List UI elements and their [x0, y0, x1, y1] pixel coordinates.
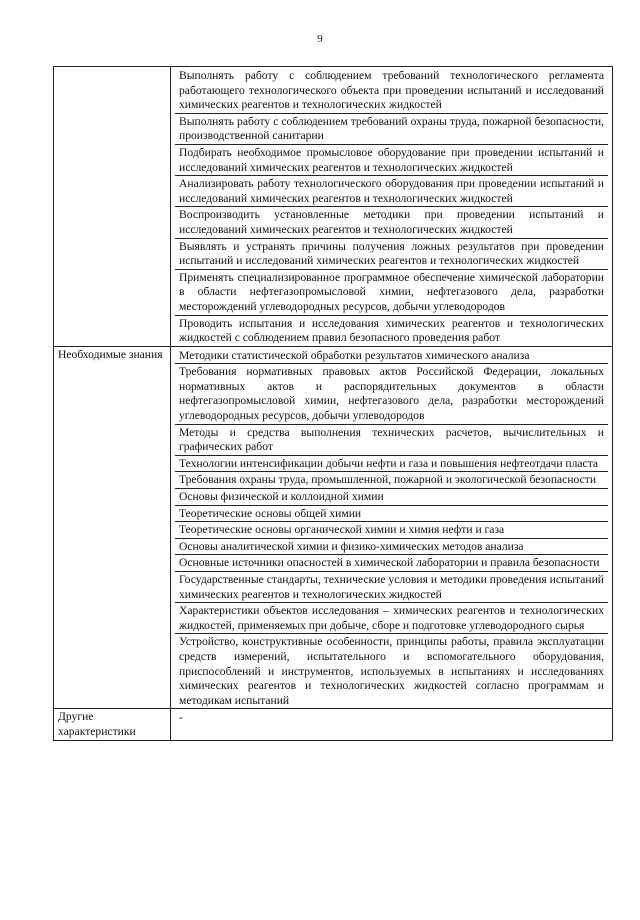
list-item: Требования нормативных правовых актов Российской Федерации, локальных нормативных актов и распорядительных документов в области нефтегазопромысловой химии, нефтегазового дела, разработки месторождений углеводородных ресурсов, добычи углеводородов: [175, 364, 608, 424]
list-item: Методы и средства выполнения технических расчетов, вычислительных и графических работ: [175, 425, 608, 456]
table-row-skills: [54, 67, 613, 347]
table-row-other: [54, 709, 613, 740]
section-label: [54, 67, 171, 347]
list-item: Проводить испытания и исследования химических реагентов и технологических жидкостей с соблюдением правил безопасного проведения работ: [179, 316, 604, 345]
requirements-table: [53, 66, 613, 741]
list-item: Подбирать необходимое промысловое оборудование при проведении испытаний и исследований химических реагентов и технологических жидкостей: [175, 145, 608, 176]
list-item: Выполнять работу с соблюдением требований охраны труда, пожарной безопасности, производственной санитарии: [175, 114, 608, 145]
page-number: 9: [317, 33, 323, 45]
list-item: Устройство, конструктивные особенности, принципы работы, правила эксплуатации средств измерений, испытательного и вспомогательного оборудования, приспособлений и инструментов, используемых в испытаниях и исследованиях химических реагентов и технологических жидкостей согласно программам и методикам испытаний: [179, 635, 604, 707]
list-item: Основы физической и коллоидной химии: [175, 489, 608, 506]
list-item: Применять специализированное программное обеспечение химической лаборатории в области нефтегазопромысловой химии, нефтегазового дела, разработки месторождений углеводородных ресурсов, добычи углеводородов: [175, 270, 608, 316]
list-item: Государственные стандарты, технические условия и методики проведения испытаний химических реагентов и технологических жидкостей: [175, 572, 608, 603]
list-item: Характеристики объектов исследования – химических реагентов и технологических жидкостей, применяемых при добыче, сборе и подготовке углеводородного сырья: [175, 603, 608, 634]
list-item: Требования охраны труда, промышленной, пожарной и экологической безопасности: [175, 472, 608, 489]
list-item: Выявлять и устранять причины получения ложных результатов при проведении испытаний и исследований химических реагентов и технологических жидкостей: [175, 239, 608, 270]
table-row-knowledge: [54, 346, 613, 709]
section-content: [171, 346, 613, 709]
list-item: -: [179, 711, 183, 725]
section-content: [171, 709, 613, 740]
list-item: Анализировать работу технологического оборудования при проведении испытаний и исследований химических реагентов и технологических жидкостей: [175, 176, 608, 207]
list-item: Выполнять работу с соблюдением требований технологического регламента работающего технологического объекта при проведении испытаний и исследований химических реагентов и технологических жидкостей: [175, 68, 608, 114]
list-item: Методики статистической обработки результатов химического анализа: [175, 348, 608, 365]
list-item: Технологии интенсификации добычи нефти и газа и повышения нефтеотдачи пласта: [175, 456, 608, 473]
list-item: Основные источники опасностей в химической лаборатории и правила безопасности: [175, 555, 608, 572]
list-item: Основы аналитической химии и физико-химических методов анализа: [175, 539, 608, 556]
list-item: Теоретические основы общей химии: [175, 506, 608, 523]
section-label: Необходимые знания: [54, 346, 171, 709]
section-content: [171, 67, 613, 347]
section-label: Другие характеристики: [54, 709, 171, 740]
list-item: Теоретические основы органической химии и химия нефти и газа: [175, 522, 608, 539]
list-item: Воспроизводить установленные методики при проведении испытаний и исследований химических реагентов и технологических жидкостей: [175, 207, 608, 238]
